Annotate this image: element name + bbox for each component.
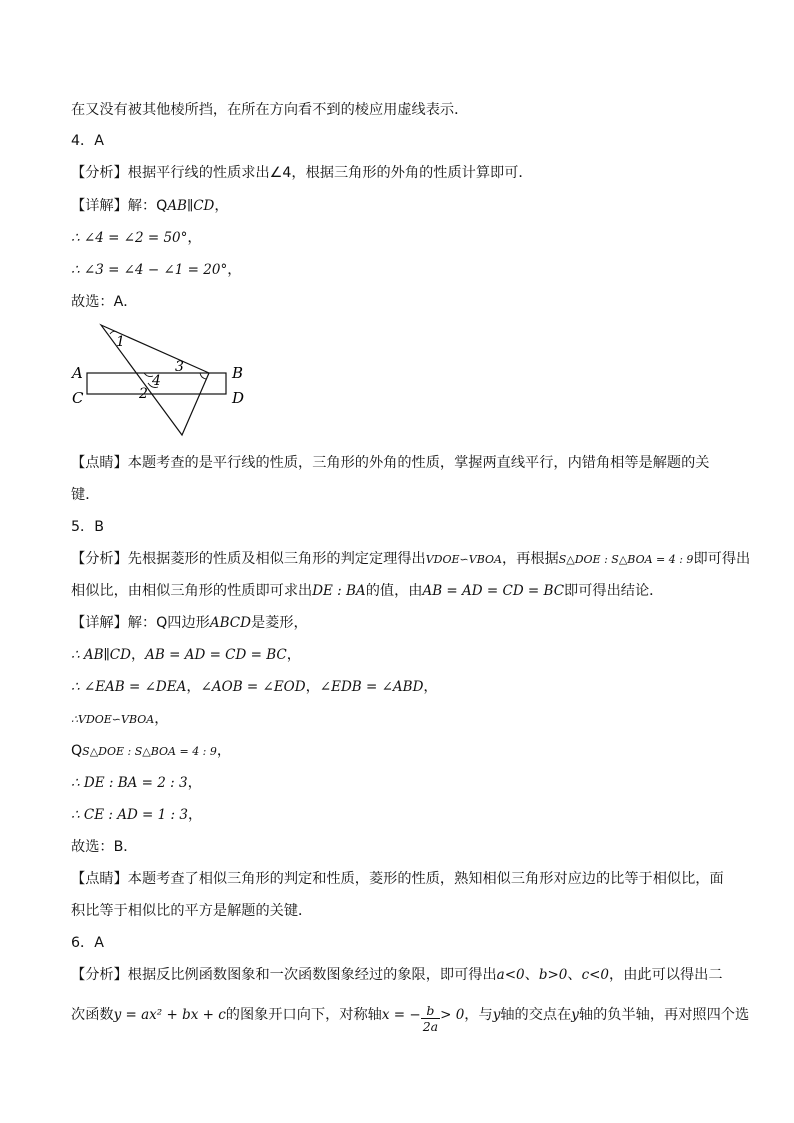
q5-number: 5．B: [71, 519, 104, 535]
q5-analysis: 【分析】先根据菱形的性质及相似三角形的判定定理得出VDOE∽VBOA，再根据S△DOE : S△BOA = 4 : 9即可得出: [71, 551, 751, 567]
analysis-tag: 【分析】: [71, 551, 128, 567]
comment-tag: 【点睛】: [71, 871, 128, 887]
q4-step2: ∴ ∠3 = ∠4 − ∠1 = 20°，: [71, 262, 242, 278]
comment-tag: 【点睛】: [71, 455, 128, 471]
analysis-tag: 【分析】: [71, 165, 128, 181]
q6-number: 6．A: [71, 935, 104, 951]
label-angle-1: 1: [116, 334, 125, 350]
q5-analysis-cont: 相似比，由相似三角形的性质即可求出DE : BA的值，由AB = AD = CD = BC即可得出结论．: [71, 583, 664, 599]
label-D: D: [232, 389, 245, 407]
q4-number: 4．A: [71, 133, 104, 149]
q6-analysis-cont: 次函数y = ax² + bx + c的图象开口向下，对称轴x = − $\frac{b}{2a}$ > 0，与y轴的交点在y轴的负半轴，再对照四个选: [71, 1003, 750, 1034]
label-angle-4: 4: [152, 373, 161, 389]
detail-tag: 【详解】: [71, 198, 128, 214]
q5-comment-cont: 积比等于相似比的平方是解题的关键．: [71, 903, 313, 919]
label-B: B: [232, 364, 244, 382]
fraction-b-over-2a: $\frac{b}{2a}$: [422, 1003, 439, 1034]
q5-step3: ∴VDOE∽VBOA，: [71, 711, 169, 727]
q4-comment: 【点睛】本题考查的是平行线的性质，三角形的外角的性质，掌握两直线平行，内错角相等是解题的关: [71, 455, 710, 471]
q4-geometry-figure: [66, 318, 256, 440]
q5-step4: QS△DOE : S△BOA = 4 : 9，: [71, 743, 232, 759]
q5-answer: 故选：B．: [71, 839, 138, 855]
analysis-tag: 【分析】: [71, 967, 128, 983]
q6-analysis: 【分析】根据反比例函数图象和一次函数图象经过的象限，即可得出a<0、b>0、c<0，由此可以得出二: [71, 967, 723, 983]
angle-mark-3: [200, 373, 206, 379]
q5-step5: ∴ DE : BA = 2 : 3，: [71, 775, 202, 791]
q5-comment: 【点睛】本题考查了相似三角形的判定和性质，菱形的性质，熟知相似三角形对应边的比等于相似比，面: [71, 871, 724, 887]
q4-answer: 故选：A．: [71, 294, 138, 310]
label-angle-2: 2: [139, 386, 148, 402]
prev-solution-line: 在又没有被其他棱所挡，在所在方向看不到的棱应用虚线表示．: [71, 102, 469, 118]
q4-analysis: 【分析】根据平行线的性质求出∠4，根据三角形的外角的性质计算即可．: [71, 165, 533, 181]
label-A: A: [72, 364, 83, 382]
label-angle-3: 3: [175, 359, 184, 375]
q5-detail: 【详解】解：Q四边形ABCD是菱形，: [71, 615, 308, 631]
q5-step1: ∴ AB∥CD，AB = AD = CD = BC，: [71, 647, 301, 663]
q4-comment-cont: 键．: [71, 487, 100, 503]
label-C: C: [72, 389, 84, 407]
q4-detail: 【详解】解：QAB∥CD，: [71, 198, 229, 214]
q4-step1: ∴ ∠4 = ∠2 = 50°，: [71, 230, 202, 246]
detail-tag: 【详解】: [71, 615, 128, 631]
q5-step2: ∴ ∠EAB = ∠DEA，∠AOB = ∠EOD，∠EDB = ∠ABD，: [71, 679, 438, 695]
q5-step6: ∴ CE : AD = 1 : 3，: [71, 807, 203, 823]
